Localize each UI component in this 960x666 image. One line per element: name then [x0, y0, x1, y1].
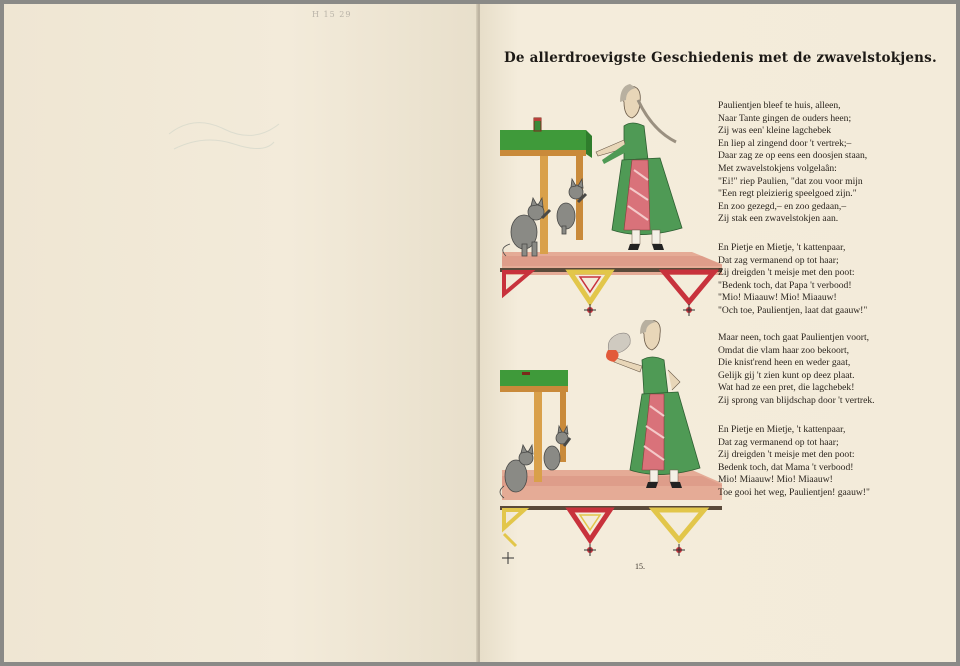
verse-line: En Pietje en Mietje, 't kattenpaar, [718, 242, 846, 253]
verse-line: Gelijk gij 't zien kunt op deez plaat. [718, 369, 855, 381]
poem-stanza-4 [718, 424, 918, 500]
verse-line: "Een regt pleizierig speelgoed zijn." [718, 188, 857, 200]
verse-line: Wat had ze een pret, die lagchebek! [718, 382, 855, 394]
verse-line: Toe gooi het weg, Paulientjen! gaauw!" [718, 486, 870, 498]
poem-stanza-3 [718, 332, 918, 408]
cat-mietje [544, 426, 570, 470]
verse-line: Naar Tante gingen de ouders heen; [718, 112, 852, 124]
verse-line: En liep al zingend door 't vertrek;– [718, 137, 852, 149]
verse-line: "Ei!" riep Paulien, "dat zou voor mijn [718, 175, 863, 187]
verse-line: Daar zag ze op eens een doosjen staan, [718, 150, 868, 162]
table-leg [560, 392, 566, 462]
page-number: 15. [635, 562, 645, 571]
illustration-bottom [492, 320, 722, 580]
verse-line: Met zwavelstokjens volgelaân: [718, 162, 837, 174]
left-page [4, 4, 478, 662]
tablecloth [500, 370, 568, 388]
verse-line: Maar neen, toch gaat Paulientjen voort, [718, 332, 870, 343]
verse-line: Zij sprong van blijdschap door 't vertrek. [718, 394, 875, 406]
verse-line: Mio! Miaauw! Mio! Miaauw! [718, 474, 833, 486]
matchbox [522, 372, 530, 375]
verse-line: En Pietje en Mietje, 't kattenpaar, [718, 424, 846, 435]
verse-line: "Mio! Miaauw! Mio! Miaauw! [718, 292, 837, 304]
verse-line: Omdat die vlam haar zoo bekoort, [718, 344, 850, 356]
verse-line: Zij was een' kleine lagchebek [718, 125, 832, 137]
verse-line: "Och toe, Paulientjen, laat dat gaauw!" [718, 304, 868, 316]
illustration-top [492, 80, 722, 320]
verse-line: Zij stak een zwavelstokjen aan. [718, 213, 839, 225]
verse-line: En zoo gezegd,– en zoo gedaan,– [718, 200, 847, 212]
paper-stain [164, 104, 284, 164]
verse-line: Paulientjen bleef te huis, alleen, [718, 100, 841, 111]
verse-line: Zij dreigden 't meisje met den poot: [718, 267, 855, 279]
poem-stanza-2 [718, 242, 918, 318]
poem-stanza-1 [718, 100, 918, 226]
pencil-annotation: H 15 29 [312, 10, 352, 19]
verse-line: Zij dreigden 't meisje met den poot: [718, 449, 855, 461]
girl-paulientjen [606, 320, 700, 488]
verse-line: Die knist'rend heen en weder gaat, [718, 357, 851, 369]
girl-paulientjen [596, 84, 682, 250]
right-page [480, 4, 956, 662]
verse-line: Bedenk toch, dat Mama 't verbood! [718, 461, 854, 473]
verse-line: Dat zag vermanend op tot haar; [718, 254, 839, 266]
shelf-brackets [500, 506, 722, 564]
book-spread [4, 4, 956, 662]
story-title: De allerdroevigste Geschiedenis met de zwavelstokjens. [504, 50, 937, 66]
verse-line: "Bedenk toch, dat Papa 't verbood! [718, 279, 852, 291]
table-leg [534, 392, 542, 482]
verse-line: Dat zag vermanend op tot haar; [718, 436, 839, 448]
shelf-brackets [500, 268, 722, 316]
